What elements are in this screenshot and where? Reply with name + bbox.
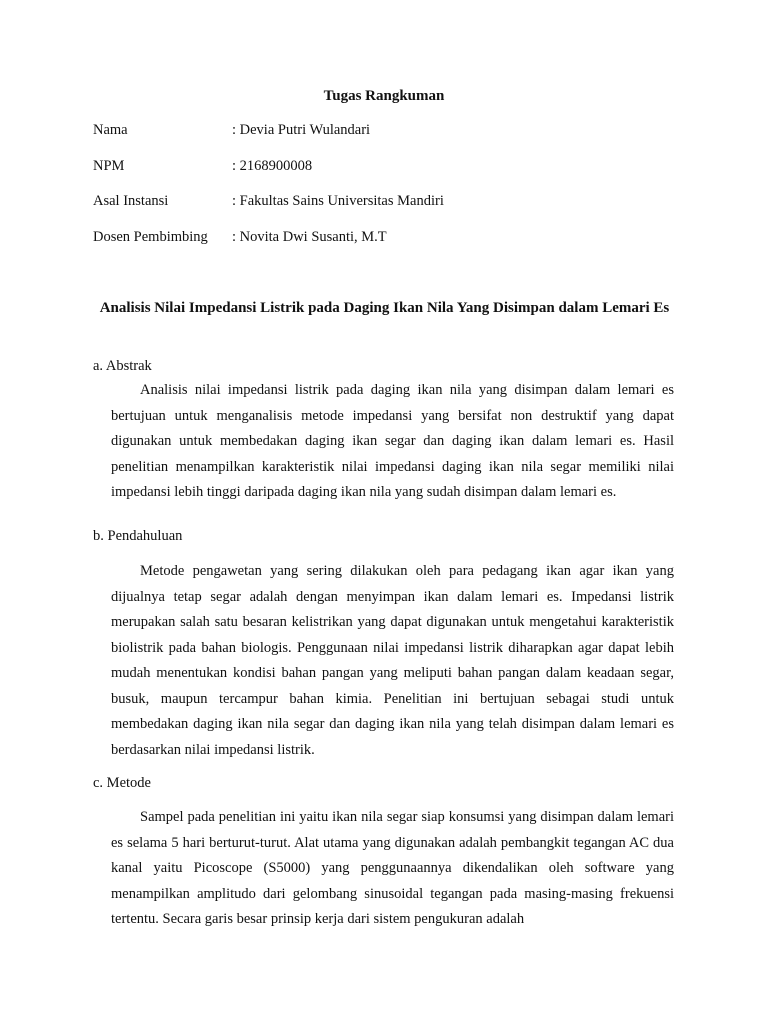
meta-label: NPM [93, 157, 125, 174]
document-title: Tugas Rangkuman [323, 88, 445, 104]
section-paragraph-metode: Sampel pada penelitian ini yaitu ikan nila segar siap konsumsi yang disimpan dalam lemari es selama 5 hari berturut-turut. Alat utama yang digunakan adalah pembangkit tegangan AC dua kanal yaitu Picoscope (S5000) yang penggunaannya dikendalikan oleh software yang menampilkan amplitudo dari gelombang sinusoidal tegangan pada masing-masing frekuensi tertentu. Secara garis besar prinsip kerja dari sistem pengukuran adalah [111, 809, 674, 927]
section-heading-metode: c. Metode [93, 775, 151, 791]
section-paragraph-abstrak: Analisis nilai impedansi listrik pada daging ikan nila yang disimpan dalam lemari es bertujuan untuk menganalisis metode impedansi yang bersifat non destruktif yang dapat digunakan untuk membedakan daging ikan segar dan daging ikan dalam lemari es. Hasil penelitian menampilkan karakteristik nilai impedansi daging ikan nila segar memiliki nilai impedansi lebih tinggi daripada daging ikan nila yang sudah disimpan dalam lemari es. [111, 382, 674, 500]
meta-row-dosen-pembimbing [93, 227, 444, 263]
section-heading-pendahuluan: b. Pendahuluan [93, 528, 183, 544]
section-paragraph-pendahuluan: Metode pengawetan yang sering dilakukan oleh para pedagang ikan agar ikan yang dijualnya tetap segar adalah dengan menyimpan ikan dalam lemari es. Impedansi listrik merupakan salah satu besaran kelistrikan yang dapat digunakan untuk mengetahui karakteristik biolistrik pada bahan biologis. Penggunaan nilai impedansi listrik diharapkan agar dapat lebih mudah menentukan kondisi bahan pangan yang meliputi bahan pangan dalam keadaan segar, busuk, maupun tercampur bahan kimia. Penelitian ini bertujuan sebagai studi untuk membedakan daging ikan nila segar dan daging ikan nila yang telah disimpan dalam lemari es berdasarkan nilai impedansi listrik. [111, 563, 674, 758]
meta-value: : 2168900008 [232, 157, 313, 174]
meta-label: Dosen Pembimbing [93, 228, 208, 245]
meta-label: Nama [93, 122, 128, 138]
meta-row-npm [93, 156, 444, 192]
meta-value: : Novita Dwi Susanti, M.T [232, 228, 387, 245]
meta-row-nama [93, 120, 444, 156]
meta-label: Asal Instansi [93, 193, 169, 209]
identity-block [93, 120, 444, 262]
meta-value: : Fakultas Sains Universitas Mandiri [232, 193, 444, 209]
meta-value: : Devia Putri Wulandari [232, 122, 371, 138]
paper-title: Analisis Nilai Impedansi Listrik pada Daging Ikan Nila Yang Disimpan dalam Lemari Es [99, 300, 670, 316]
meta-row-asal-instansi [93, 191, 444, 227]
section-heading-abstrak: a. Abstrak [93, 358, 152, 374]
